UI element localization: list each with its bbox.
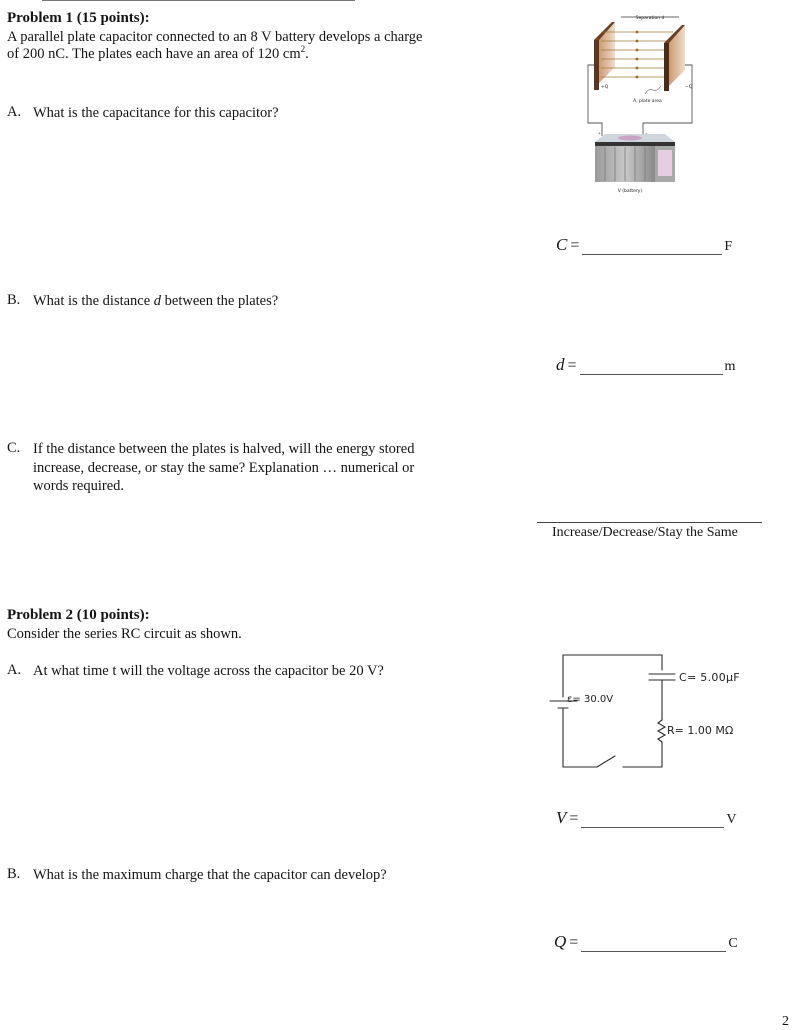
problem1-intro [7, 29, 487, 63]
energy-choice-options: Increase/Decrease/Stay the Same [552, 525, 738, 540]
answer-voltage: V = V [556, 808, 737, 827]
svg-text:+: + [598, 132, 601, 137]
voltage-answer-field[interactable] [581, 813, 724, 828]
problem2-question-b: B. What is the maximum charge that the capacitor can develop? [7, 866, 387, 883]
answer-distance: d = m [556, 355, 736, 374]
problem2-intro: Consider the series RC circuit as shown. [7, 626, 242, 642]
problem1-intro-line2: of 200 nC. The plates each have an area of 120 $cm^2$. [7, 44, 309, 62]
problem1-question-a: A. What is the capacitance for this capacitor? [7, 104, 279, 121]
parallel-plate-diagram-icon [575, 10, 705, 195]
capacitance-answer-field[interactable] [582, 240, 722, 255]
svg-text:C= 5.00μF: C= 5.00μF [679, 671, 740, 684]
distance-answer-field[interactable] [580, 360, 723, 375]
problem1-heading: Problem 1 (15 points): [7, 10, 150, 26]
svg-text:V (battery): V (battery) [617, 189, 643, 194]
page-number: 2 [782, 1014, 789, 1029]
answer-capacitance: C = F [556, 235, 733, 254]
answer-charge: Q = C [554, 932, 738, 951]
svg-text:A, plate area: A, plate area [633, 99, 662, 104]
svg-text:R= 1.00 MΩ: R= 1.00 MΩ [667, 724, 734, 737]
charge-answer-field[interactable] [581, 937, 726, 952]
energy-answer-field[interactable] [537, 522, 762, 523]
problem2-question-a: A. At what time t will the voltage across the capacitor be 20 V? [7, 662, 384, 679]
svg-text:Separation d: Separation d [635, 16, 665, 21]
svg-text:−Q: −Q [685, 85, 693, 90]
rc-circuit-diagram [545, 650, 775, 775]
capacitor-battery-figure [575, 10, 705, 195]
svg-text:ε= 30.0V: ε= 30.0V [567, 694, 614, 705]
rc-circuit-icon [545, 650, 775, 775]
svg-text:+Q: +Q [601, 85, 609, 90]
problem1-question-b: B. What is the distance d between the plates? [7, 292, 279, 309]
problem2-heading: Problem 2 (10 points): [7, 607, 150, 623]
problem1-intro-line1: A parallel plate capacitor connected to an 8 V battery develops a charge [7, 29, 423, 45]
top-rule [42, 0, 355, 1]
problem1-question-c: C. If the distance between the plates is halved, will the energy stored increase, decrease, or stay the same? Explanation … numerical or words required. [7, 440, 415, 494]
